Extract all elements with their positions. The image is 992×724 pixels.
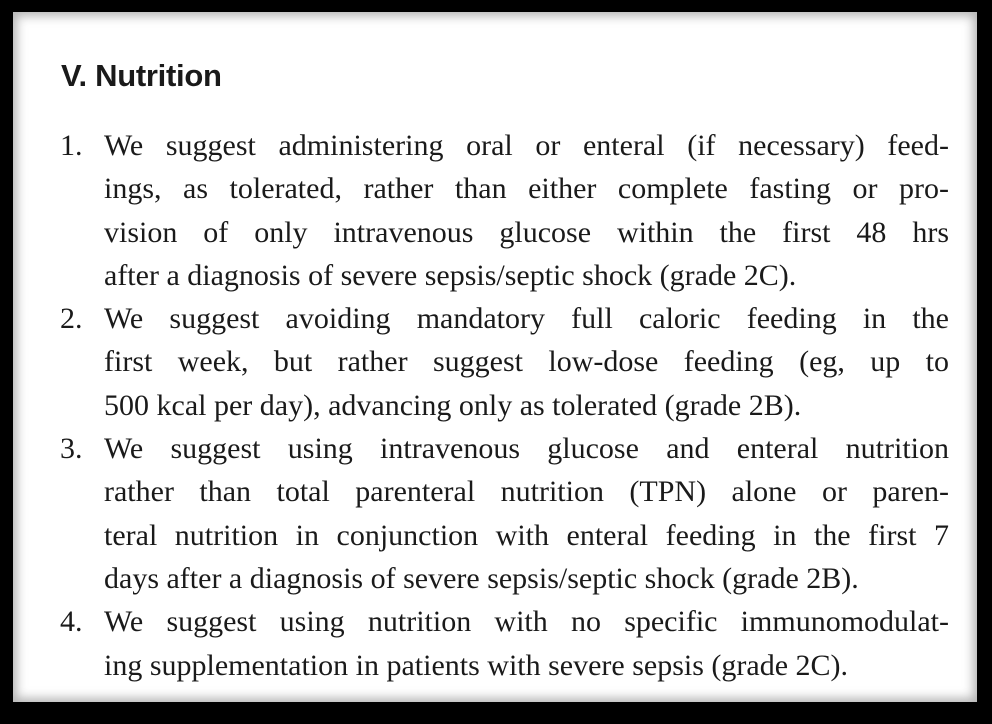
- recommendation-line: ing supplementation in patients with severe sepsis (grade 2C).: [104, 648, 849, 682]
- recommendation-line: after a diagnosis of severe sepsis/septic shock (grade 2C).: [104, 258, 797, 292]
- recommendation-line: vision of only intravenous glucose within the first 48 hrs: [104, 215, 949, 249]
- section-title: V. Nutrition: [61, 58, 222, 93]
- recommendation-line: We suggest avoiding mandatory full caloric feeding in the: [104, 302, 949, 336]
- guideline-card: [13, 12, 977, 702]
- recommendation-number: 1.: [60, 129, 83, 162]
- recommendation-line: 500 kcal per day), advancing only as tolerated (grade 2B).: [104, 388, 802, 422]
- recommendation-item-3: [57, 427, 949, 600]
- recommendation-line: teral nutrition in conjunction with enteral feeding in the first 7: [104, 518, 949, 552]
- recommendation-item-1: [57, 124, 949, 297]
- recommendation-line: rather than total parenteral nutrition (TPN) alone or paren-: [104, 475, 949, 509]
- recommendation-line: We suggest administering oral or enteral (if necessary) feed-: [104, 129, 949, 162]
- recommendation-line: days after a diagnosis of severe sepsis/septic shock (grade 2B).: [104, 561, 859, 595]
- recommendation-list: [57, 124, 949, 687]
- recommendation-line: We suggest using nutrition with no specific immunomodulat-: [104, 605, 949, 639]
- recommendation-number: 2.: [60, 302, 83, 336]
- recommendation-line: first week, but rather suggest low-dose feeding (eg, up to: [104, 345, 949, 379]
- recommendation-line: We suggest using intravenous glucose and enteral nutrition: [104, 432, 949, 466]
- recommendation-item-4: [57, 600, 949, 687]
- recommendation-number: 3.: [60, 432, 83, 466]
- recommendation-line: ings, as tolerated, rather than either complete fasting or pro-: [104, 172, 949, 206]
- recommendation-item-2: [57, 297, 949, 427]
- recommendation-number: 4.: [60, 605, 83, 639]
